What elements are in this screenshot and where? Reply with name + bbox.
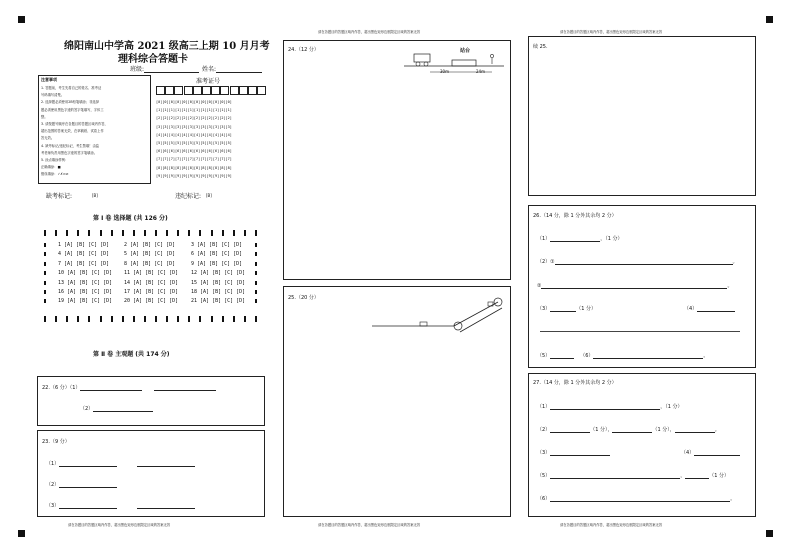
ticket-grid-row[interactable]: [9][9][9][9][9][9][9][9][9][9][9][9] xyxy=(156,173,232,178)
q26-answer-line[interactable] xyxy=(540,331,740,332)
q25-continued-label: 续 25. xyxy=(533,44,548,50)
q26-answer-3[interactable] xyxy=(550,305,576,312)
q27-p5: （5） ， （1 分） xyxy=(537,473,729,479)
timing-mark-side xyxy=(255,290,257,294)
corner-mark-br xyxy=(766,530,773,537)
q26-label: 26.（14 分，除 1 分外其余均 2 分） xyxy=(533,213,617,219)
section1-heading: 第 Ⅰ 卷 选择题 (共 126 分) xyxy=(93,215,168,222)
notice-top-col2: 请在各题目的答题区域内作答，超出黑色矩形边框限定区域的答案无效 xyxy=(318,30,421,34)
mc-question-row[interactable]: 10 [A] [B] [C] [D] xyxy=(58,270,113,277)
q26-answer-1[interactable] xyxy=(550,235,600,242)
q26-p2b: ② 。 xyxy=(537,283,733,289)
corner-mark-bl xyxy=(18,530,25,537)
q22-p2: （2） xyxy=(80,405,153,412)
q26-answer-5[interactable] xyxy=(550,352,574,359)
notes-line: 5. 涂点填涂样例： xyxy=(41,158,69,162)
notice-bottom-col1: 请在各题目的答题区域内作答，超出黑色矩形边框限定区域的答案无效 xyxy=(68,523,171,527)
notice-bottom-col2: 请在各题目的答题区域内作答，超出黑色矩形边框限定区域的答案无效 xyxy=(318,523,421,527)
name-field xyxy=(202,64,262,73)
timing-mark-bottom xyxy=(166,316,168,322)
violation-label: 违纪标记: xyxy=(175,193,202,200)
mc-question-row[interactable]: 8 [A] [B] [C] [D] xyxy=(124,260,176,267)
mc-question-row[interactable]: 20 [A] [B] [C] [D] xyxy=(124,298,179,305)
mc-question-row[interactable]: 6 [A] [B] [C] [D] xyxy=(191,251,243,258)
corner-mark-tl xyxy=(18,16,25,23)
timing-mark-bottom xyxy=(255,316,257,322)
timing-mark-bottom xyxy=(44,316,46,322)
ticket-label: 准考证号 xyxy=(196,78,221,85)
q27-p1: （1） ，（1 分） xyxy=(537,404,683,410)
q23-answer-1b[interactable] xyxy=(137,460,195,467)
timing-mark-bottom xyxy=(111,316,113,322)
notice-bottom-col3: 请在各题目的答题区域内作答，超出黑色矩形边框限定区域的答案无效 xyxy=(560,523,663,527)
mc-question-row[interactable]: 21 [A] [B] [C] [D] xyxy=(191,298,246,305)
timing-mark-side xyxy=(44,262,46,266)
timing-mark-side xyxy=(44,281,46,285)
q22-p1: 22.（6 分）（1） xyxy=(42,384,216,391)
notes-line: 3. 请按题号顺序在各题目的答题区域内作答， xyxy=(41,122,108,126)
q26-p1: （1） ，（1 分） xyxy=(537,236,623,242)
ticket-digit-box[interactable] xyxy=(184,86,193,95)
timing-mark-bottom xyxy=(88,316,90,322)
corner-mark-tr xyxy=(766,16,773,23)
notes-line: 超出范围的答案无效，在草稿纸、试卷上作 xyxy=(41,129,104,134)
timing-mark-top xyxy=(88,230,90,236)
q23-answer-3b[interactable] xyxy=(137,502,195,509)
ticket-digit-box[interactable] xyxy=(174,86,183,95)
q24-diagram xyxy=(400,40,508,80)
ticket-digit-box[interactable] xyxy=(230,86,239,95)
timing-mark-bottom xyxy=(133,316,135,322)
notes-title: 注意事项 xyxy=(41,77,57,82)
mc-question-row[interactable]: 16 [A] [B] [C] [D] xyxy=(58,289,113,295)
q27-answer-5a[interactable] xyxy=(550,472,680,479)
notes-line: 整。 xyxy=(41,114,48,119)
ticket-grid-row[interactable]: [7][7][7][7][7][7][7][7][7][7][7][7] xyxy=(156,157,232,162)
ticket-digit-box[interactable] xyxy=(165,86,174,95)
notes-line: 题必须使用黑色字迹的签字笔填写，字体工 xyxy=(41,107,104,112)
q23-answer-1a[interactable] xyxy=(59,460,117,467)
q26-answer-6[interactable] xyxy=(593,352,703,359)
q24-distance-1: 30m xyxy=(440,69,449,74)
q23-label: 23.（9 分） xyxy=(42,439,70,445)
timing-mark-side xyxy=(255,262,257,266)
timing-mark-bottom xyxy=(66,316,68,322)
q27-p2: （2） （1 分）， （1 分）， 。 xyxy=(537,427,720,433)
page-title: 绵阳南山中学高 2021 级高三上期 10 月月考 xyxy=(64,41,270,52)
timing-mark-side xyxy=(255,281,257,285)
q27-answer-1[interactable] xyxy=(550,403,660,410)
q23-answer-3a[interactable] xyxy=(59,502,117,509)
timing-mark-top xyxy=(177,230,179,236)
q23-answer-2[interactable] xyxy=(59,481,117,488)
timing-mark-side xyxy=(255,299,257,303)
notes-line: 正确填涂：■ xyxy=(41,165,61,170)
q25-continued-box xyxy=(528,36,756,196)
timing-mark-top xyxy=(211,230,213,236)
q23-p1: （1） xyxy=(46,460,195,467)
timing-mark-side xyxy=(44,290,46,294)
ticket-grid-row[interactable]: [3][3][3][3][3][3][3][3][3][3][3][3] xyxy=(156,124,232,129)
absent-label: 缺考标记: xyxy=(46,193,73,200)
timing-mark-bottom xyxy=(77,316,79,322)
q27-answer-5b[interactable] xyxy=(685,472,709,479)
timing-mark-bottom xyxy=(100,316,102,322)
mc-question-row[interactable]: 3 [A] [B] [C] [D] xyxy=(191,242,243,248)
timing-mark-bottom xyxy=(188,316,190,322)
q26-p5: （5） （6） 。 xyxy=(537,353,709,359)
timing-mark-bottom xyxy=(55,316,57,322)
timing-mark-top xyxy=(133,230,135,236)
mc-question-row[interactable]: 12 [A] [B] [C] [D] xyxy=(191,270,246,277)
ticket-digit-box[interactable] xyxy=(248,86,257,95)
page-subtitle: 理科综合答题卡 xyxy=(118,54,188,65)
mc-question-row[interactable]: 18 [A] [B] [C] [D] xyxy=(191,289,246,295)
timing-mark-top xyxy=(44,230,46,236)
notes-line: 1. 答题前，考生先将自己的姓名、准考证 xyxy=(41,86,102,90)
q24-station-label: 站台 xyxy=(460,48,471,54)
mc-question-row[interactable]: 17 [A] [B] [C] [D] xyxy=(124,289,179,295)
notes-line: 号码填写清楚。 xyxy=(41,93,65,98)
q27-label: 27.（14 分，除 1 分外其余均 2 分） xyxy=(533,380,617,386)
notes-line: 答无效。 xyxy=(41,136,55,141)
timing-mark-top xyxy=(111,230,113,236)
q22-answer-1a[interactable] xyxy=(80,384,142,391)
ticket-grid-row[interactable]: [5][5][5][5][5][5][5][5][5][5][5][5] xyxy=(156,141,232,145)
timing-mark-top xyxy=(155,230,157,236)
ticket-digit-box[interactable] xyxy=(220,86,229,95)
timing-mark-bottom xyxy=(211,316,213,322)
mc-question-row[interactable]: 9 [A] [B] [C] [D] xyxy=(191,260,243,267)
q26-answer-4[interactable] xyxy=(697,305,735,312)
mc-question-row[interactable]: 4 [A] [B] [C] [D] xyxy=(58,251,110,258)
notes-line: 错误填涂：✓✗⊙⊘ xyxy=(41,172,69,177)
timing-mark-side xyxy=(44,243,46,247)
violation-mark[interactable]: [B] xyxy=(206,193,212,198)
mc-question-row[interactable]: 15 [A] [B] [C] [D] xyxy=(191,279,246,286)
timing-mark-side xyxy=(44,252,46,256)
timing-mark-top xyxy=(222,230,224,236)
timing-mark-bottom xyxy=(122,316,124,322)
q22-answer-1b[interactable] xyxy=(154,384,216,391)
notes-line: 4. 缺考标记/违纪标记，考生禁填！由监 xyxy=(41,143,100,148)
mc-question-row[interactable]: 1 [A] [B] [C] [D] xyxy=(58,242,110,248)
ticket-grid-row[interactable]: [2][2][2][2][2][2][2][2][2][2][2][2] xyxy=(156,116,232,121)
timing-mark-top xyxy=(244,230,246,236)
timing-mark-bottom xyxy=(222,316,224,322)
timing-mark-bottom xyxy=(199,316,201,322)
notice-top-col3: 请在各题目的答题区域内作答，超出黑色矩形边框限定区域的答案无效 xyxy=(560,30,663,34)
mc-question-row[interactable]: 14 [A] [B] [C] [D] xyxy=(124,279,179,286)
timing-mark-top xyxy=(55,230,57,236)
q27-answer-4[interactable] xyxy=(694,449,740,456)
q26-answer-2a[interactable] xyxy=(555,258,733,265)
q23-p3: （3） xyxy=(46,502,195,509)
notes-line: 考老师负责用黑色字迹的签字笔填涂。 xyxy=(41,150,98,155)
q27-answer-3[interactable] xyxy=(550,449,610,456)
timing-mark-bottom xyxy=(244,316,246,322)
mc-question-row[interactable]: 13 [A] [B] [C] [D] xyxy=(58,279,113,286)
section2-heading: 第 Ⅱ 卷 主观题 (共 174 分) xyxy=(93,351,170,358)
q26-p2a: （2）① 。 xyxy=(537,259,738,265)
q27-p3: （3） xyxy=(537,449,610,456)
timing-mark-bottom xyxy=(155,316,157,322)
timing-mark-top xyxy=(77,230,79,236)
absent-mark[interactable]: [B] xyxy=(92,193,98,198)
ticket-digit-box[interactable] xyxy=(257,86,266,95)
mc-question-row[interactable]: 2 [A] [B] [C] [D] xyxy=(124,242,176,248)
q23-p2: （2） xyxy=(46,481,117,488)
q26-p3: （3） （1 分） xyxy=(537,306,596,312)
q25-diagram xyxy=(370,290,508,340)
timing-mark-bottom xyxy=(177,316,179,322)
timing-mark-top xyxy=(66,230,68,236)
ticket-grid-row[interactable]: [0][0][0][0][0][0][0][0][0][0][0][0] xyxy=(156,100,232,104)
mc-question-row[interactable]: 5 [A] [B] [C] [D] xyxy=(124,251,176,258)
ticket-grid-row[interactable]: [8][8][8][8][8][8][8][8][8][8][8][8] xyxy=(156,165,232,170)
q27-answer-2c[interactable] xyxy=(675,426,715,433)
ticket-digit-box[interactable] xyxy=(202,86,211,95)
q27-p4: （4） xyxy=(681,449,740,456)
name-label: 姓名: xyxy=(202,66,217,73)
mc-question-row[interactable]: 7 [A] [B] [C] [D] xyxy=(58,260,110,267)
q26-answer-2b[interactable] xyxy=(541,282,727,289)
mc-question-row[interactable]: 11 [A] [B] [C] [D] xyxy=(124,270,179,277)
timing-mark-top xyxy=(233,230,235,236)
timing-mark-bottom xyxy=(233,316,235,322)
timing-mark-side xyxy=(44,271,46,275)
timing-mark-side xyxy=(255,252,257,256)
q27-p6: （6） 。 xyxy=(537,496,736,502)
q25-label: 25.（20 分） xyxy=(288,295,319,301)
timing-mark-top xyxy=(199,230,201,236)
q27-answer-2b[interactable] xyxy=(612,426,652,433)
notes-line: 2. 选择题必须使用2B铅笔填涂；非选择 xyxy=(41,100,100,105)
q27-answer-2a[interactable] xyxy=(550,426,590,433)
timing-mark-side xyxy=(255,243,257,247)
ticket-grid-row[interactable]: [4][4][4][4][4][4][4][4][4][4][4][4] xyxy=(156,132,232,137)
q22-answer-2[interactable] xyxy=(93,405,153,412)
class-field xyxy=(130,64,199,73)
q24-label: 24.（12 分） xyxy=(288,47,319,53)
ticket-digit-box[interactable] xyxy=(156,86,165,95)
timing-mark-top xyxy=(188,230,190,236)
timing-mark-top xyxy=(166,230,168,236)
ticket-grid-row[interactable]: [1][1][1][1][1][1][1][1][1][1][1][1] xyxy=(156,108,232,113)
timing-mark-bottom xyxy=(144,316,146,322)
ticket-digit-box[interactable] xyxy=(239,86,248,95)
timing-mark-top xyxy=(144,230,146,236)
timing-mark-top xyxy=(255,230,257,236)
ticket-digit-box[interactable] xyxy=(193,86,202,95)
mc-question-row[interactable]: 19 [A] [B] [C] [D] xyxy=(58,298,113,305)
timing-mark-side xyxy=(44,299,46,303)
ticket-grid-row[interactable]: [6][6][6][6][6][6][6][6][6][6][6][6] xyxy=(156,149,232,154)
ticket-digit-box[interactable] xyxy=(211,86,220,95)
timing-mark-side xyxy=(255,271,257,275)
timing-mark-top xyxy=(100,230,102,236)
q27-answer-6[interactable] xyxy=(550,495,730,502)
class-label: 班级: xyxy=(130,66,145,73)
q24-distance-2: 24m xyxy=(476,69,485,74)
timing-mark-top xyxy=(122,230,124,236)
q26-p4: （4） xyxy=(684,305,735,312)
